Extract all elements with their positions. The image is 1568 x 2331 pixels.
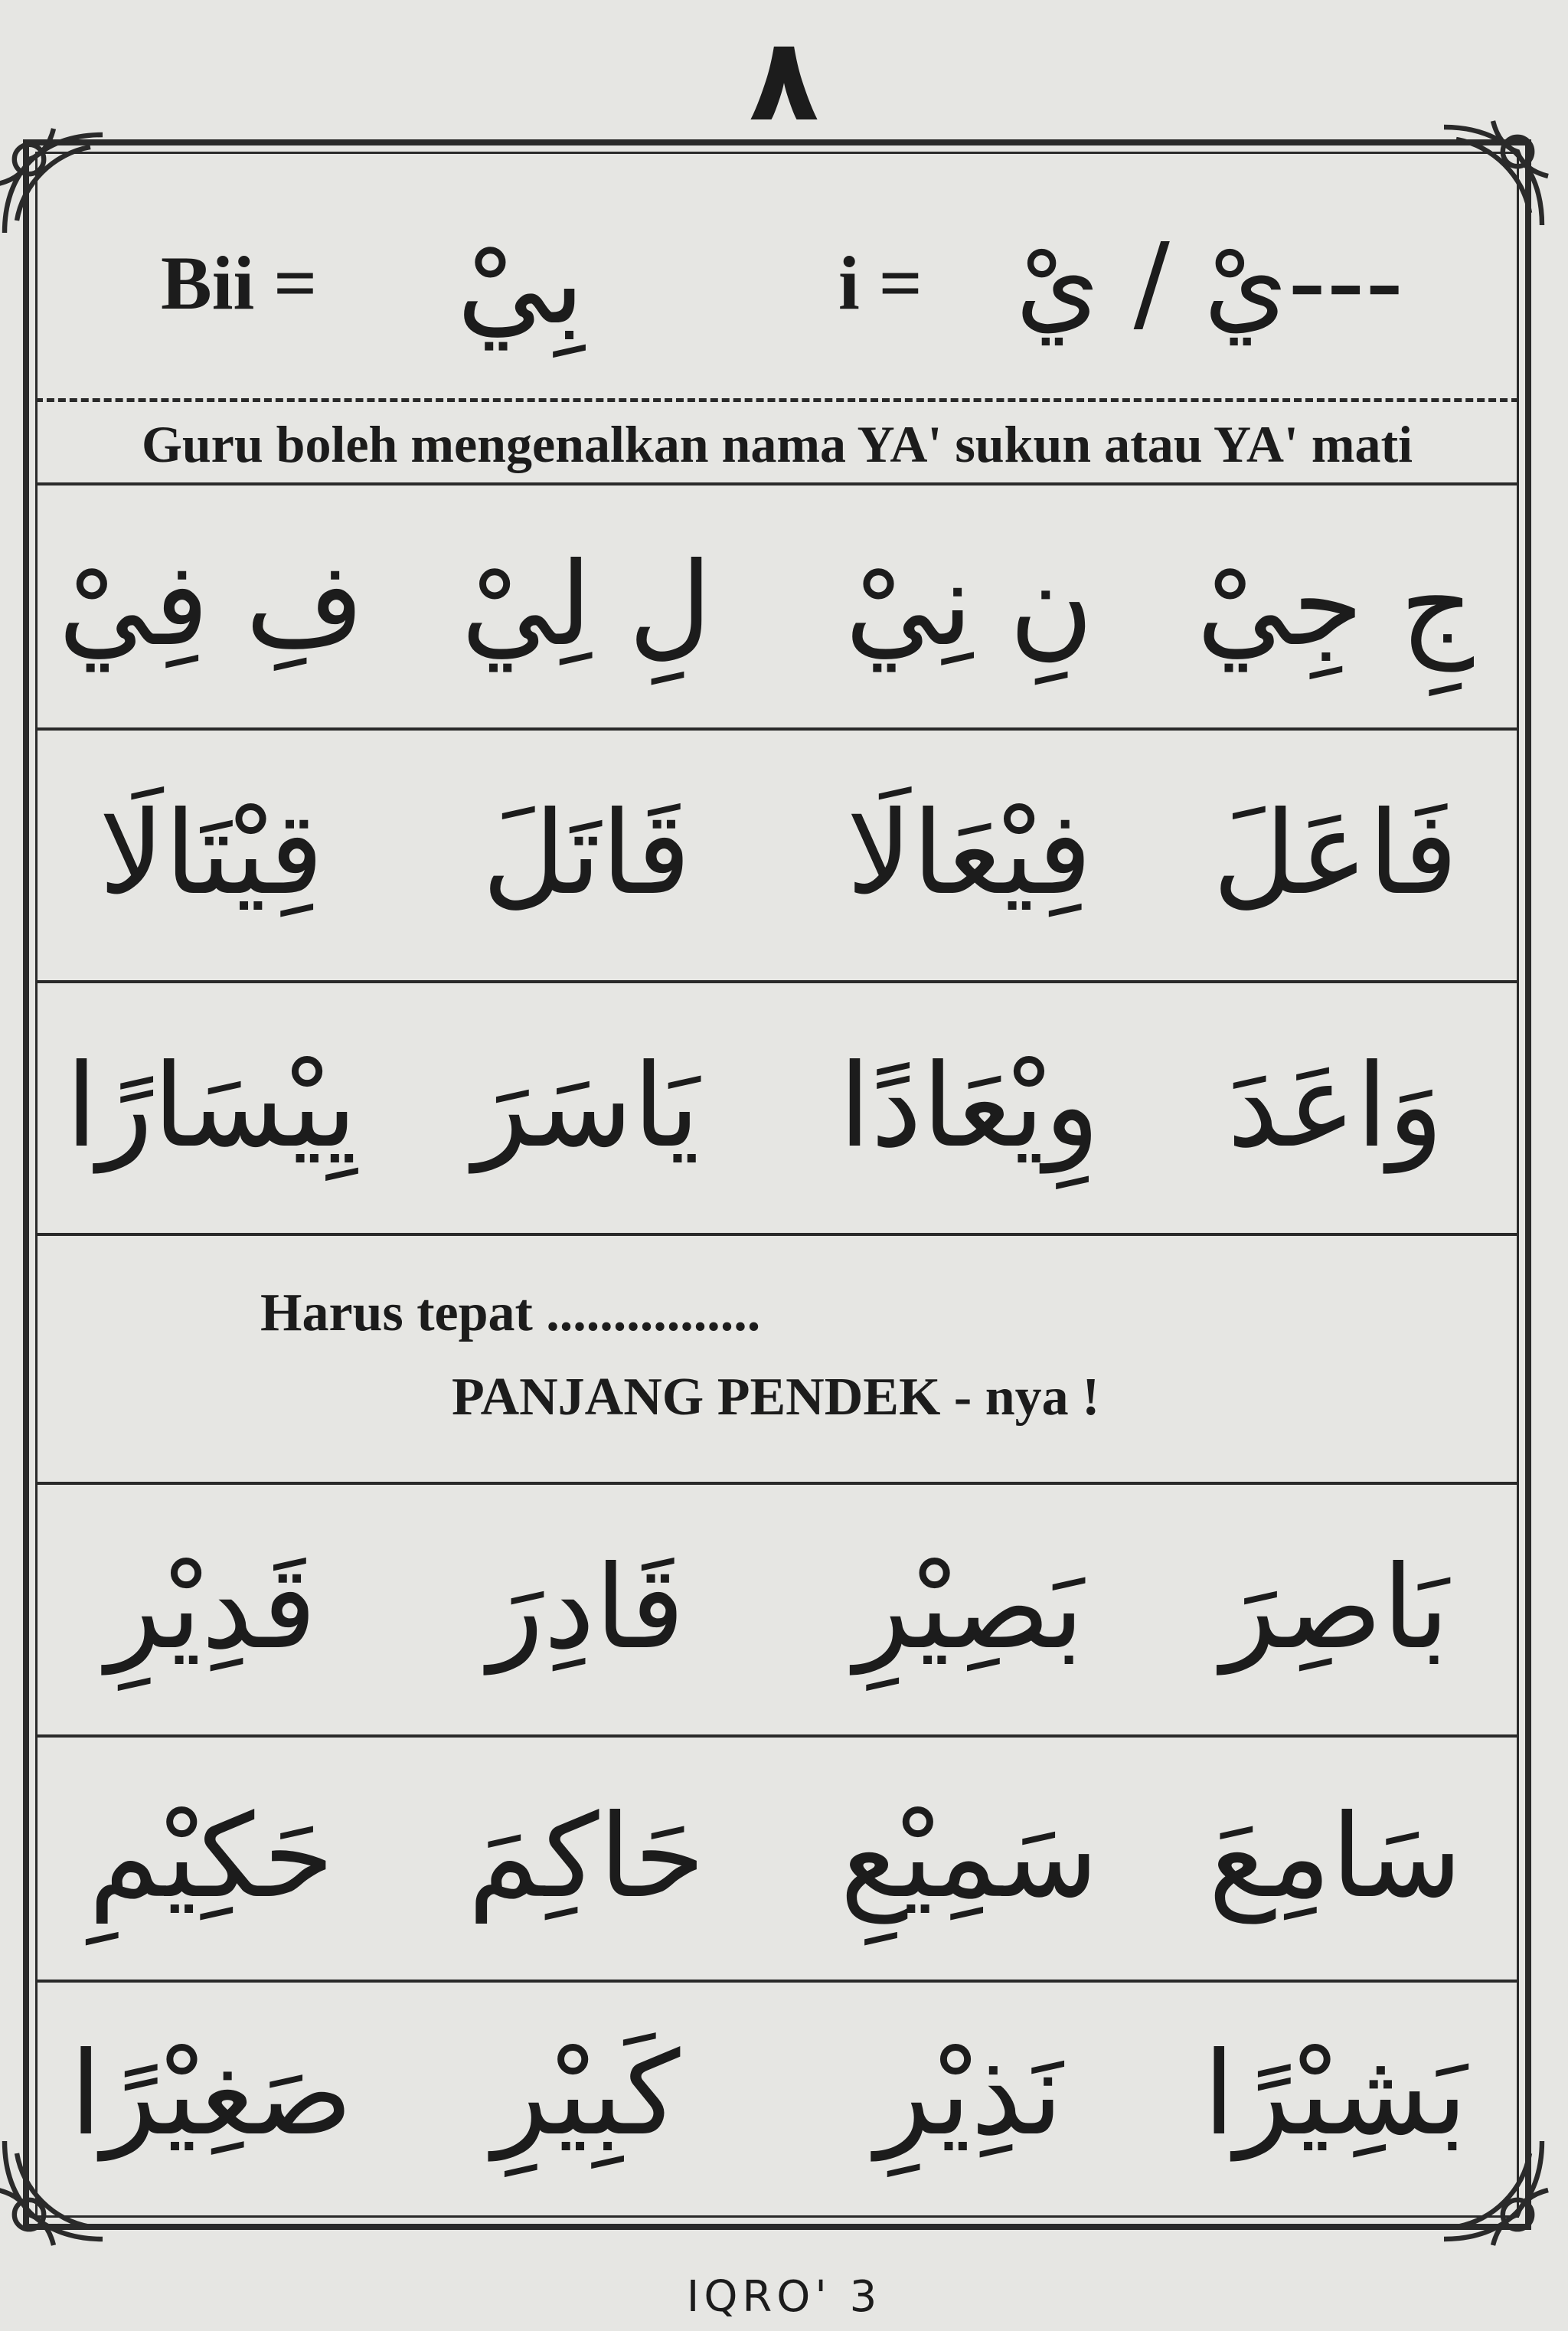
instruction-line-1: Harus tepat ................ [260, 1283, 761, 1342]
arabic-word: صَغِيْرًا [70, 2028, 353, 2161]
arabic-word: جِ جِيْ [1196, 538, 1475, 672]
teacher-note: Guru boleh mengenalkan nama YA' sukun atau YA' mati [141, 415, 1413, 473]
arabic-word: قَدِيْرِ [106, 1541, 317, 1675]
header-left-arabic: بِيْ [456, 217, 585, 350]
arabic-word: بَشِيْرًا [1203, 2028, 1468, 2161]
arabic-word: فِيْعَالَا [846, 787, 1093, 920]
header-right-label: i = [838, 240, 923, 325]
arabic-word: نَذِيْرِ [875, 2028, 1063, 2161]
word-row [35, 1734, 1519, 1980]
arabic-word: قَادِرَ [488, 1541, 685, 1675]
arabic-word: سَمِيْعِ [840, 1790, 1099, 1924]
row-divider [35, 1233, 1519, 1236]
word-row [35, 1482, 1519, 1734]
instruction-line-2: PANJANG PENDEK - nya ! [452, 1368, 1100, 1427]
arabic-word: نِ نِيْ [844, 538, 1094, 672]
arabic-word: وَاعَدَ [1227, 1040, 1444, 1173]
arabic-word: قِيْتَالَا [99, 787, 324, 920]
word-row [35, 482, 1519, 727]
arabic-word: حَكِيْمِ [88, 1790, 335, 1924]
arabic-word: لِ لِيْ [461, 538, 712, 672]
word-row [35, 1980, 1519, 2209]
arabic-word: بَصِيْرِ [854, 1541, 1084, 1675]
arabic-word: فَاعَلَ [1212, 787, 1459, 920]
arabic-word: حَاكِمَ [468, 1790, 705, 1924]
arabic-word: وِيْعَادًا [838, 1040, 1100, 1173]
page-number: ٨ [749, 14, 819, 147]
corner-ornament-icon [0, 123, 115, 245]
arabic-word: فِ فِيْ [58, 538, 364, 672]
book-footer: IQRO' 3 [686, 2272, 882, 2322]
header-right-arabic: ---يْ / يْ [1015, 221, 1404, 345]
dashed-divider [35, 398, 1519, 402]
arabic-word: كَبِيْرِ [492, 2028, 681, 2161]
header-left-label: Bii = [161, 240, 318, 325]
arabic-word: يِيْسَارًا [65, 1040, 358, 1173]
arabic-word: يَاسَرَ [473, 1040, 700, 1173]
arabic-word: قَاتَلَ [482, 787, 691, 920]
word-row [35, 727, 1519, 980]
arabic-word: سَامِعَ [1208, 1790, 1462, 1924]
word-row [35, 980, 1519, 1233]
arabic-word: بَاصِرَ [1221, 1541, 1449, 1675]
